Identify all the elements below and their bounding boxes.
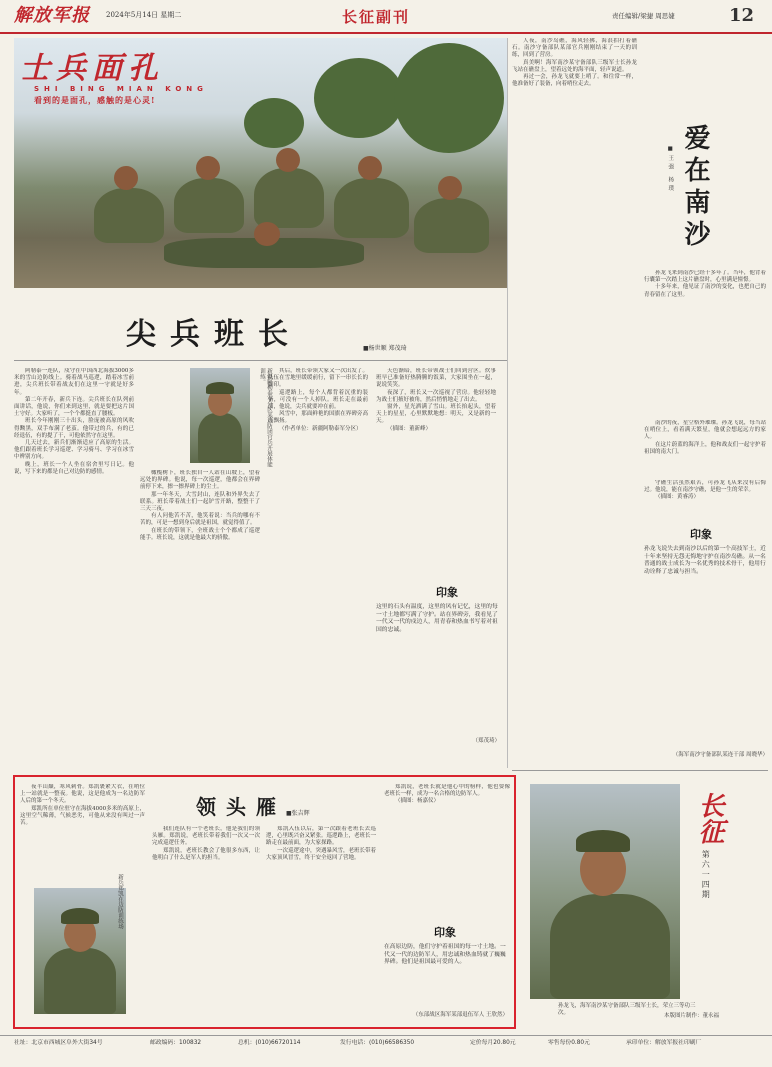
page-image-credit: 本版图片制作：董永福	[664, 1013, 720, 1019]
page-footer	[0, 1035, 772, 1067]
article-column-aizainansha-2: 孙龙飞来到南沙已经十多年了。当年，他背着行囊第一次踏上这片礁盘时，心里满是憧憬。 十多年来，他见证了南沙的变化，也把自己的青春留在了这里。	[644, 270, 766, 298]
article-column-jianbing-3: 其后，班长带领大家又一次出发了。队伍在雪地里缓缓前行，留下一串长长的脚印。 巡逻路上，每个人都背着沉重的装备，可没有一个人掉队。班长走在最前面，他说，尖兵就要冲在前。 风雪中，那面鲜艳的国旗在界碑旁高高飘扬。 （作者单位：新疆阿勒泰军分区）	[268, 368, 368, 432]
article-column-jianbing-4: 天色渐暗，班长带领战士们回到营区。炊事班早已准备好热腾腾的饭菜，大家围坐在一起，说说笑笑。 夜深了，班长又一次巡视了营房。他轻轻地为战士们掖好被角，然后悄悄地走了出去。 窗外，星光洒满了雪山。班长抬起头，望着天上的星星，心里默默地想：明天，又是新的一天。 （插图：董新峰）	[376, 368, 496, 432]
poem-body-yinji-1: 这里的石头有温度，这里的风有记忆，这里的每一寸土地都写满了守护。站在界碑旁，我看见了一代又一代的戍边人，用青春和热血书写着对祖国的忠诚。	[376, 604, 498, 633]
feature-photo-slogan: 看到的是面孔，感触的是心灵!	[34, 95, 156, 105]
column-title-changzheng: 长征	[694, 792, 724, 844]
article-photo-lingtou	[34, 888, 126, 1014]
article-column-lingtou-3: 郑凯入伍以后，第一次跟着老班长去巡逻，心里既兴奋又紧张。巡逻路上，老班长一路走在最前面，为大家探路。 一次巡逻途中，突遇暴风雪，老班长带着大家顶风冒雪，终于安全返回了营地。	[266, 826, 376, 861]
newspaper-logo: 解放军报	[14, 5, 90, 26]
article-column-aizainansha-4: 守礁生活虽然艰苦，可孙龙飞从来没有后悔过。他说，能在南沙守礁，是他一生的荣幸。 （插图：黄睿涛）	[644, 480, 766, 501]
poem-source-yinji-3: （东部战区海军某部退伍军人 王欣然）	[412, 1012, 508, 1018]
footer-postcode: 邮政编码：100832	[150, 1040, 202, 1046]
page-number: 12	[729, 5, 755, 26]
divider	[507, 38, 508, 768]
poem-body-yinji-3: 在高原边防，他们守护着祖国的每一寸土地。一代又一代的边防军人，用忠诚和热血铸就了巍巍界碑。他们是祖国最可爱的人。	[384, 944, 506, 966]
editors: 责任编辑/梁捷 周思婕	[612, 12, 675, 20]
photo-caption-jianbing: 新疆阿勒泰军分区某边防团官兵开展体能训练。	[259, 368, 272, 467]
footer-address: 社址：北京市西城区阜外大街34号	[14, 1040, 103, 1046]
footer-distribution: 发行电话：(010)66586350	[340, 1040, 415, 1046]
article-column-aizainansha-1: 人夜，南沙岛礁，海风轻拂，海浪拍打着礁石。南沙守备部队某部官兵刚刚结束了一天的训练，回到了营房。 真美啊！海军南沙某守备部队三级军士长孙龙飞站在礁盘上，望着远处的海平面，轻声说道。 再过一会，孙龙飞就要上哨了。和往常一样，他准备好了装备，向着哨位走去。	[512, 38, 637, 88]
poem-source-yinji-2: （海军南沙守备部队某连干部 周晓华）	[672, 752, 768, 758]
article-column-jianbing-1: 阿勒泰一连队，戍守在中国西北海拔3000多米的雪山边防线上。骑着战马巡逻，踏着冰雪前进，尖兵班长带着战友们在这里一守就是好多年。 第二年开春，新兵下连。尖兵班长在队列前面讲话，他说，你们来到这里，就是要把这片国土守好。大家听了，一个个都挺直了腰板。 班长今年刚刚三十出头，脸庞被高原的风吹得黝黑，双手布满了老茧。他带过的兵，有的已经退伍，有的提了干，可他依然守在这里。 几天过去，新兵们渐渐适应了高原的生活。他们跟着班长学习巡逻、学习骑马、学习在冰雪中辨别方向。 晚上，班长一个人坐在宿舍里写日记。他说，写下来的都是自己对边防的感情。	[14, 368, 134, 475]
article-column-lingtou-2: 我们连队有一个老班长，他是我们的领头雁。郑凯说，老班长带着我们一次又一次完成巡逻任务。 郑凯说，老班长教会了他很多东西，让他明白了什么是军人的担当。	[152, 826, 260, 861]
issue-date: 2024年5月14日 星期二	[106, 11, 182, 19]
article-column-lingtou-4: 郑凯说，老班长就是他心中的榜样，他也要像老班长一样，成为一名合格的边防军人。 （插图：杨嘉仪）	[384, 784, 510, 805]
feature-photo-title: 士兵面孔	[20, 51, 164, 86]
article-byline-jianbing: ■杨世顺 郑茂琦	[363, 345, 407, 352]
masthead	[0, 0, 772, 34]
column-photo-changzheng	[530, 784, 680, 999]
column-issue-number: 第六一四期	[701, 850, 711, 900]
poem-body-yinji-2: 孙龙飞说失去到南沙以后的第一个高技军士，近十年来坚持无怨无悔地守护在南沙岛礁。从一名普通的战士成长为一名优秀的技术骨干，他用行动诠释了忠诚与担当。	[644, 546, 766, 575]
column-photo-caption: 孙龙飞，海军南沙某守备部队三级军士长，荣立三等功三次。	[558, 1003, 696, 1016]
photo-caption-lingtou: 新兵郑凯在边防训练场	[117, 874, 123, 929]
article-column-jianbing-2: 橄榄树下，班长独自一人站在山坡上，望着远处的界碑。他说，每一次巡逻，他都会在界碑前停下来，擦一擦界碑上的尘土。 那一年冬天，大雪封山，连队和外界失去了联系。班长带着战士们一起铲雪开路，整整干了三天三夜。 有人问他苦不苦，他笑着说：当兵的哪有不苦的，可是一想到身后就是祖国，就觉得值了。 在班长的带领下，全班战士个个都成了巡逻能手。班长说，这就是他最大的骄傲。	[140, 470, 260, 541]
article-photo-jianbing	[190, 368, 250, 463]
article-title-jianbing: 尖兵班长	[126, 317, 302, 352]
section-title: 长征副刊	[342, 8, 411, 26]
poem-title-yinji-2: 印象	[690, 528, 712, 541]
article-title-aizainansha: 爱在南沙	[680, 124, 710, 252]
article-byline-lingtou: ■张吉辉	[286, 810, 310, 817]
article-byline-aizainansha: ■王强 杨璞	[667, 146, 674, 194]
article-column-lingtou-1: 夜半山巅，寒风刺骨。郑凯裹紧大衣，在哨位上一站就是一整夜。他说，这是他成为一名边防军人后的第一个冬天。 郑凯所在单位驻守在海拔4000多米的高原上，这里空气稀薄，气候恶劣，可他从来没有叫过一声苦。	[20, 784, 145, 827]
article-title-lingtou: 领头雁	[196, 795, 286, 819]
article-column-aizainansha-3: 南沙的夜，星空格外璀璨。孙龙飞说，每当站在哨位上，看着满天繁星，他就会想起远方的家人。 在这片蔚蓝的海洋上，他和战友们一起守护着祖国的南大门。	[644, 420, 766, 455]
poem-title-yinji-1: 印象	[436, 586, 458, 599]
footer-phone: 总机：(010)66720114	[238, 1040, 301, 1046]
footer-printer: 承印单位：解放军报社印刷厂	[626, 1040, 702, 1046]
feature-photo-pinyin: SHI BING MIAN KONG	[34, 85, 208, 93]
divider	[512, 770, 768, 771]
footer-price: 定价每月20.80元	[470, 1040, 516, 1046]
poem-source-yinji-1: （郑茂琦）	[472, 738, 500, 744]
poem-title-yinji-3: 印象	[434, 926, 456, 939]
divider	[14, 360, 507, 361]
footer-retail: 零售每份0.80元	[548, 1040, 590, 1046]
